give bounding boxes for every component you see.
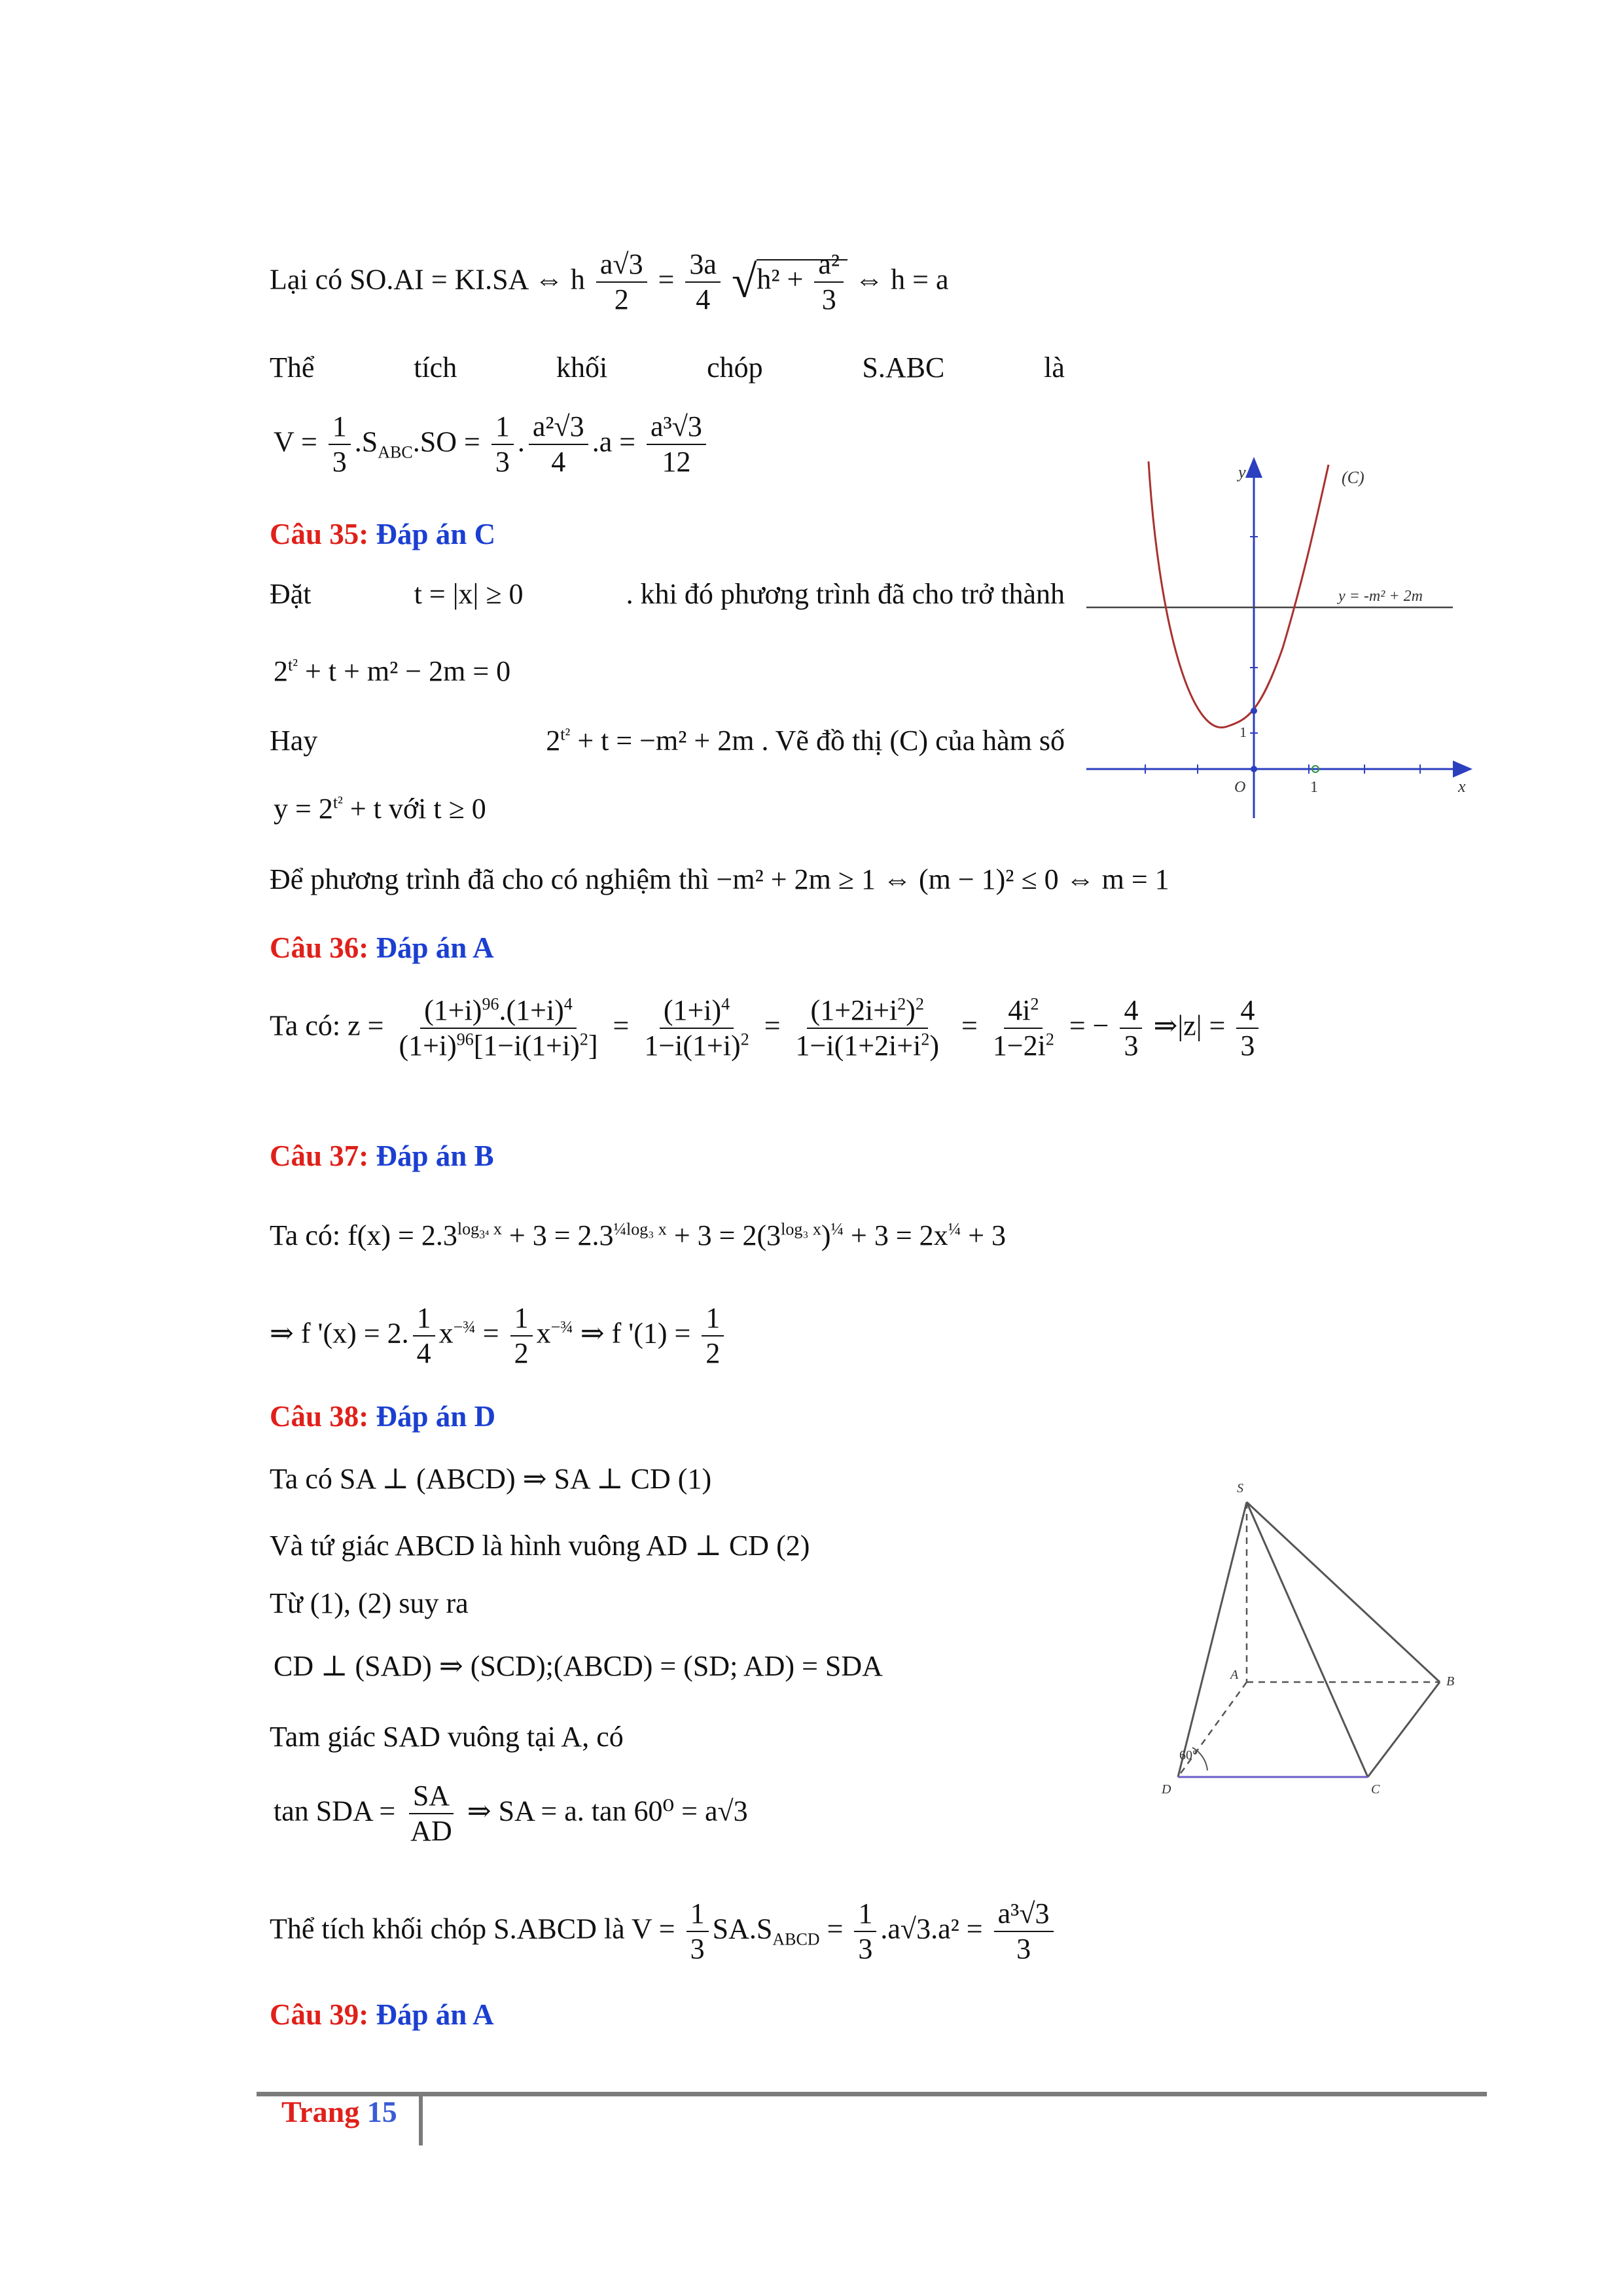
line-lai-co: Lại có SO.AI = KI.SA ⇔ h $\frac{a√3}{2}$ = $\frac{3a}{4}$ √h² + $\frac{\text{a²}}{3}$ ⇔ h = a	[270, 248, 949, 316]
origin-label: O	[1234, 779, 1246, 796]
heading-q37: Câu 37: Đáp án B	[270, 1139, 494, 1172]
footer-label: Trang	[281, 2095, 360, 2128]
q35-eq1: $2^{t^2} + t + m^2 - 2m = 0$	[274, 655, 511, 687]
eq-t: t = |x| ≥ 0	[414, 578, 524, 610]
word-hay: Hay	[270, 725, 318, 757]
q38-l4: CD ⊥ (SAD) ⇒ (SCD);(ABCD) = (SD; AD) = SDA	[274, 1650, 883, 1682]
pyramid-figure	[1139, 1473, 1479, 1813]
word: tích	[414, 351, 457, 384]
vol-lead: Thể tích khối chóp S.ABCD là V =	[270, 1912, 675, 1945]
word: khối	[556, 351, 608, 384]
axis-x-label: x	[1458, 777, 1466, 796]
vol-eq: =	[827, 1912, 844, 1945]
q36-tail: = −	[1069, 1009, 1109, 1042]
q38-l1: Ta có SA ⊥ (ABCD) ⇒ SA ⊥ CD (1)	[270, 1463, 712, 1495]
heading-q38: Câu 38: Đáp án D	[270, 1400, 496, 1433]
footer-divider	[419, 2092, 423, 2145]
word: là	[1044, 351, 1065, 384]
q36-lead: Ta có: z =	[270, 1009, 384, 1042]
line-the-tich	[270, 351, 1065, 384]
q38-tan: tan SDA = $\frac{SA}{AD}$ ⇒ SA = a. tan 60⁰ = a√3	[274, 1780, 748, 1848]
vol-sub: ABCD	[772, 1929, 820, 1949]
tan-lead: tan SDA =	[274, 1795, 396, 1827]
q35-y: $y = 2^{t^2} + t$ với t ≥ 0	[274, 793, 486, 825]
label-c: C	[1371, 1782, 1380, 1797]
footer-rule	[257, 2092, 1487, 2096]
vol-mid: SA.S	[712, 1912, 773, 1945]
label-angle: 60°	[1179, 1748, 1198, 1763]
tick-x-1: 1	[1310, 779, 1318, 796]
q35-hay: Hay $2^{t^2} + t = -m^2 + 2m$ . Vẽ đồ thị (C) của hàm số	[270, 725, 1065, 757]
q35-dat	[270, 577, 1065, 611]
q38-l5: Tam giác SAD vuông tại A, có	[270, 1721, 624, 1753]
q37-line1: Ta có: $f(x) = 2.3^{log_{3^4} x} + 3 = 2.3^{\frac{1}{4}log_3 x} + 3 = 2(3^{log_3 x})^{\frac{1}{4}} + 3 = 2x^{\frac{1}{4}} + 3$	[270, 1219, 1007, 1251]
word: Thể	[270, 351, 315, 384]
q36-formula: Ta có: z = $\frac{(1+i)^{96}.(1+i)^4}{(1+i)^{96}[1-i(1+i)^2]}$ = $\frac{(1+i)^4}{1-i(1+i)^2}$ = $\frac{(1+2i+i^2)^2}{1-i(1+2i+i^2)}$ = $\frac{4i^2}{1-2i^2}$ = − $\frac{4}{3}$ ⇒|z| = $\frac{4}{3}$	[270, 995, 1262, 1062]
q38-l3: Từ (1), (2) suy ra	[270, 1587, 469, 1619]
y-tail: + t với t ≥ 0	[349, 793, 486, 825]
q37-lead: Ta có: f(x) = 2.3	[270, 1219, 457, 1251]
heading-q39: Câu 39: Đáp án A	[270, 1998, 494, 2031]
curve-label: (C)	[1342, 468, 1364, 487]
word: chóp	[707, 351, 763, 384]
text-rest: . khi đó phương trình đã cho trở thành	[626, 578, 1065, 610]
word: S.ABC	[862, 351, 945, 384]
word-dat: Đặt	[270, 578, 312, 610]
q37-line2-lead: ⇒ f '(x) = 2.	[270, 1317, 409, 1350]
vol-mid2: .a√3.a² =	[880, 1912, 983, 1945]
page-footer	[281, 2094, 397, 2129]
text-lai-co: Lại có SO.AI = KI.SA ⇔ h	[270, 263, 585, 296]
y-lead: y = 2	[274, 793, 333, 825]
label-b: B	[1446, 1674, 1455, 1689]
label-d: D	[1162, 1782, 1171, 1797]
volume-formula: V = $\frac{1}{3}$ $.S_{ABC}.SO$ = $\frac{1}{3}$ . $\frac{\text{a²√3}}{4}$ .a = $\frac{\text{a³√3}}{12}$	[274, 411, 710, 478]
q37-line2: ⇒ f '(x) = 2. $\frac{1}{4}$ $x^{-\frac{3}{4}}$ = $\frac{1}{2}$ $x^{-\frac{3}{4}}$ ⇒ f '(1) = $\frac{1}{2}$	[270, 1302, 728, 1370]
text-h-eq-a: ⇔ h = a	[855, 263, 949, 296]
graph-c	[1086, 452, 1479, 818]
heading-q35: Câu 35: Đáp án C	[270, 518, 496, 550]
q35-final: Để phương trình đã cho có nghiệm thì −m² + 2m ≥ 1 ⇔ (m − 1)² ≤ 0 ⇔ m = 1	[270, 863, 1169, 895]
label-a: A	[1230, 1668, 1239, 1682]
heading-q36: Câu 36: Đáp án A	[270, 931, 494, 964]
tan-tail: ⇒ SA = a. tan 60⁰ = a√3	[467, 1795, 748, 1827]
page-number: 15	[366, 2095, 397, 2128]
axis-y-label: y	[1238, 463, 1246, 482]
eq1-tail: + t + m² − 2m = 0	[305, 655, 511, 687]
q38-l2: Và tứ giác ABCD là hình vuông AD ⊥ CD (2)	[270, 1530, 810, 1562]
tick-y-1: 1	[1240, 724, 1247, 740]
line-label: y = -m² + 2m	[1338, 588, 1423, 605]
label-s: S	[1237, 1481, 1243, 1496]
q38-vol: Thể tích khối chóp S.ABCD là V = $\frac{1}{3}$ $SA.S_{ABCD}$ = $\frac{1}{3}$ .a√3.a² = $\frac{\text{a³√3}}{3}$	[270, 1898, 1058, 1965]
eq2-tail: + t = −m² + 2m . Vẽ đồ thị (C) của hàm số	[577, 725, 1065, 757]
